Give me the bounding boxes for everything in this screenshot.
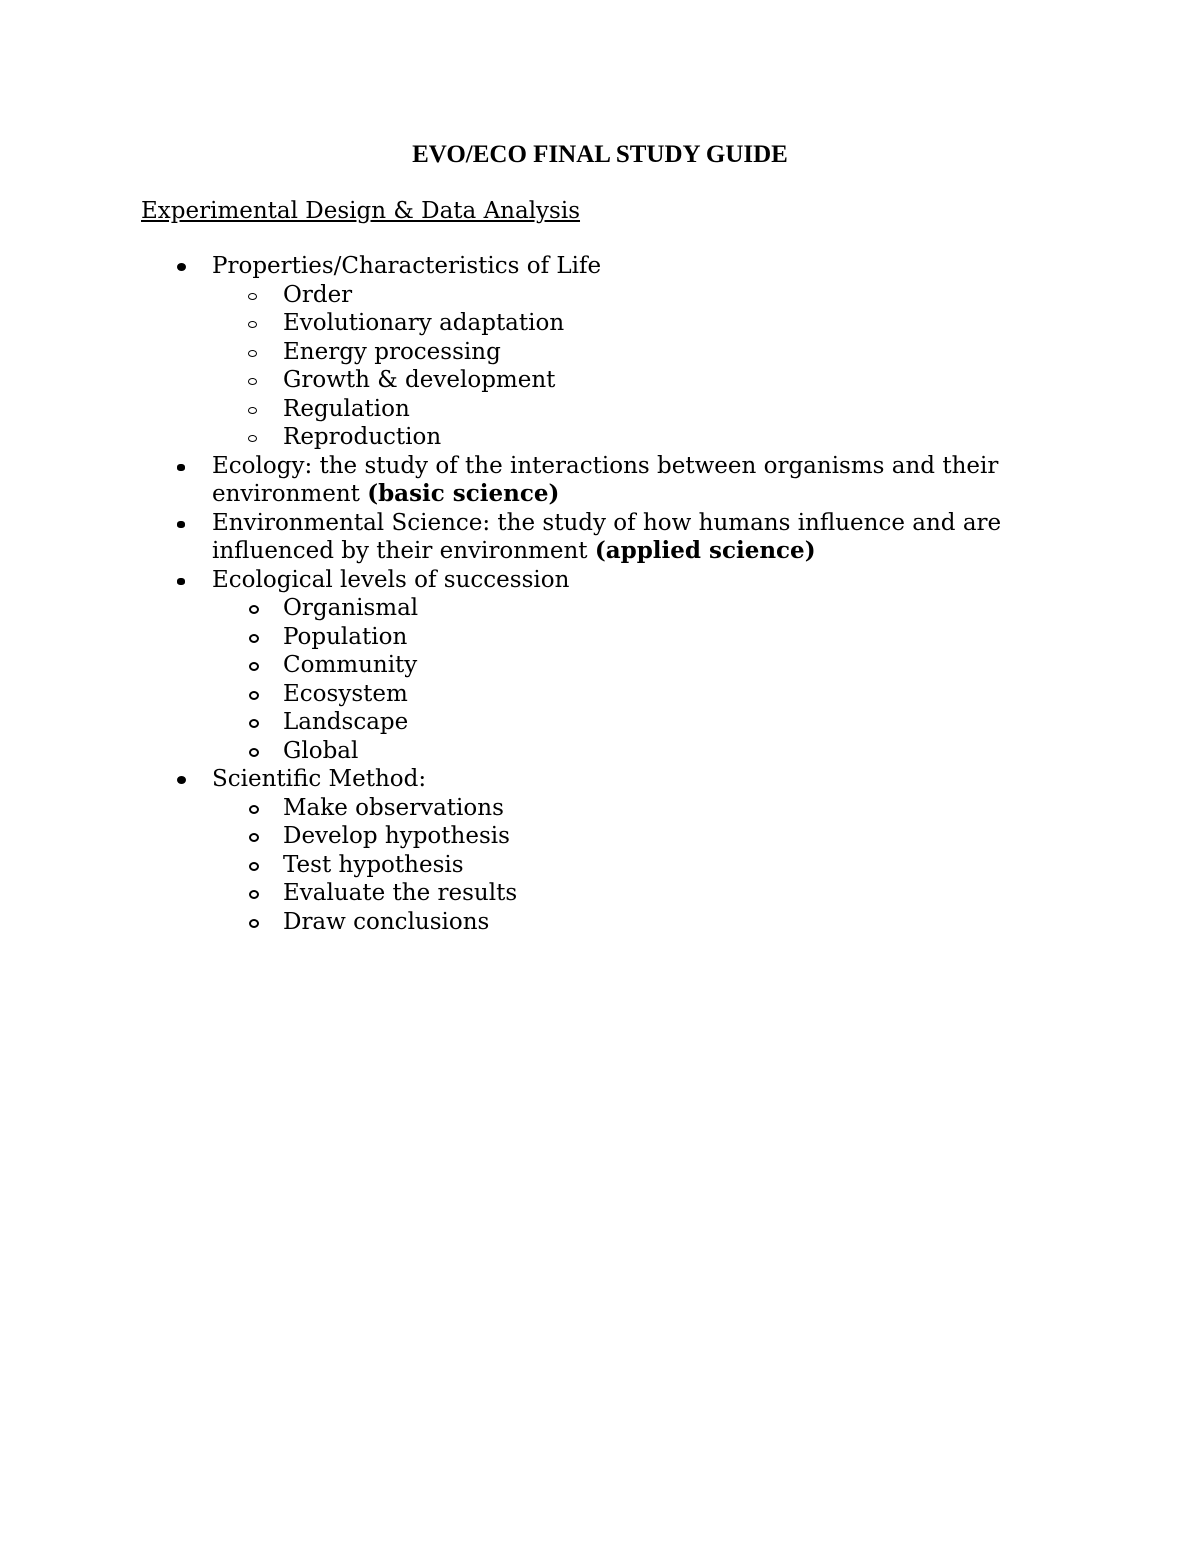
outline-item	[0, 566, 1200, 595]
outline-item	[0, 252, 1200, 281]
sub-item-text: Global	[283, 737, 359, 764]
sub-item	[0, 879, 1200, 908]
outline-item-text	[212, 452, 1042, 509]
hollow-bullet-icon	[249, 805, 259, 814]
sub-item	[0, 594, 1200, 623]
sub-item-text: Develop hypothesis	[283, 823, 510, 849]
sub-item-text: Landscape	[283, 709, 409, 735]
sub-item	[0, 338, 1200, 367]
hollow-bullet-icon	[249, 691, 259, 700]
hollow-bullet-icon	[248, 293, 257, 300]
sub-item-text: Reproduction	[283, 424, 442, 450]
hollow-bullet-icon	[249, 833, 259, 842]
hollow-bullet-icon	[248, 378, 257, 385]
outline-item	[0, 452, 1200, 509]
outline-item	[0, 509, 1200, 566]
document-title: EVO/ECO FINAL STUDY GUIDE	[412, 141, 788, 168]
sub-item-text: Test hypothesis	[283, 851, 464, 878]
sub-item	[0, 680, 1200, 709]
sub-item-text: Order	[283, 281, 353, 308]
emphasis-text: (basic science)	[367, 480, 560, 507]
outline-item-text	[212, 509, 1042, 566]
sub-item-text: Energy processing	[283, 338, 501, 365]
sub-item	[0, 423, 1200, 452]
sub-item	[0, 708, 1200, 737]
sub-item	[0, 737, 1200, 766]
hollow-bullet-icon	[248, 350, 257, 357]
definition-text: Ecology: the study of the interactions between organisms and their environment	[212, 452, 999, 507]
bullet-icon	[177, 263, 186, 271]
sub-item-text: Regulation	[283, 395, 410, 422]
sub-item-text: Make observations	[283, 794, 504, 821]
sub-item-text: Community	[283, 652, 418, 678]
hollow-bullet-icon	[249, 862, 259, 871]
definition-text: Environmental Science: the study of how humans influence and are influenced by their environment	[212, 509, 1002, 564]
sub-item	[0, 395, 1200, 424]
hollow-bullet-icon	[249, 748, 259, 757]
sub-item	[0, 623, 1200, 652]
outline-item	[0, 765, 1200, 794]
sub-item-text: Draw conclusions	[283, 908, 490, 935]
outline-item-text: Scientific Method:	[212, 766, 427, 792]
hollow-bullet-icon	[248, 435, 257, 442]
sub-item	[0, 309, 1200, 338]
sub-item-text: Evolutionary adaptation	[283, 310, 565, 336]
hollow-bullet-icon	[249, 605, 259, 614]
hollow-bullet-icon	[249, 662, 259, 671]
sub-item	[0, 851, 1200, 880]
sub-item	[0, 908, 1200, 937]
hollow-bullet-icon	[248, 407, 257, 414]
bullet-icon	[177, 521, 185, 528]
hollow-bullet-icon	[249, 719, 259, 728]
sub-item	[0, 794, 1200, 823]
outline-item-text: Properties/Characteristics of Life	[212, 253, 602, 279]
sub-item-text: Growth & development	[283, 367, 556, 393]
hollow-bullet-icon	[248, 321, 257, 328]
sub-item	[0, 281, 1200, 310]
emphasis-text: (applied science)	[594, 537, 816, 564]
outline-item-text: Ecological levels of succession	[212, 566, 570, 593]
sub-item	[0, 366, 1200, 395]
sub-item-text: Ecosystem	[283, 680, 408, 707]
sub-item-text: Organismal	[283, 595, 419, 621]
section-heading: Experimental Design & Data Analysis	[141, 198, 581, 224]
hollow-bullet-icon	[249, 890, 259, 899]
bullet-icon	[177, 578, 185, 585]
sub-item-text: Evaluate the results	[283, 880, 518, 906]
hollow-bullet-icon	[249, 634, 259, 643]
sub-item	[0, 822, 1200, 851]
sub-item	[0, 651, 1200, 680]
outline-list	[0, 252, 1200, 936]
bullet-icon	[177, 776, 186, 784]
bullet-icon	[177, 464, 185, 471]
hollow-bullet-icon	[249, 919, 259, 928]
sub-item-text: Population	[283, 623, 408, 650]
